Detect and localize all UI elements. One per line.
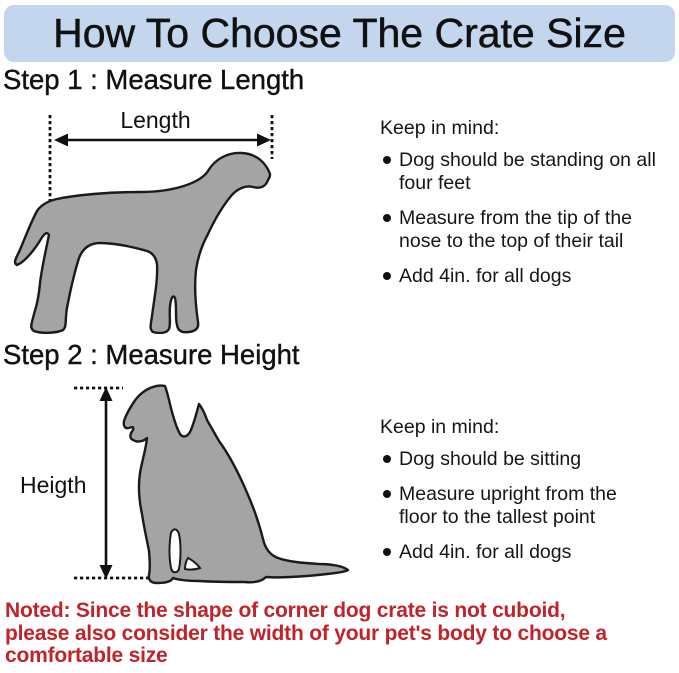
keep-in-mind-title: Keep in mind:	[380, 416, 500, 438]
page-header	[4, 5, 675, 62]
keep-in-mind-list	[380, 448, 659, 564]
sitting-dog-silhouette	[115, 381, 355, 593]
step2-heading: Step 2 : Measure Height	[3, 339, 300, 370]
list-item: Add 4in. for all dogs	[380, 265, 659, 288]
list-item: Dog should be sitting	[380, 448, 659, 471]
standing-dog-silhouette	[12, 146, 282, 334]
bottom-note	[5, 600, 675, 668]
length-measure-label: Length	[120, 107, 191, 133]
step1-heading: Step 1 : Measure Length	[3, 64, 305, 95]
height-measure-label: Heigth	[20, 472, 87, 498]
list-item: Add 4in. for all dogs	[380, 541, 659, 564]
note-line: Noted: Since the shape of corner dog crate is not cuboid,	[5, 599, 566, 622]
list-item: Dog should be standing on all four feet	[380, 149, 659, 195]
keep-in-mind-title: Keep in mind:	[380, 117, 500, 139]
list-item: Measure from the tip of the nose to the top of their tail	[380, 207, 659, 253]
page-title: How To Choose The Crate Size	[53, 10, 626, 56]
note-line: comfortable size	[5, 644, 168, 667]
list-item: Measure upright from the floor to the tallest point	[380, 483, 659, 529]
step2-keep-in-mind	[380, 416, 659, 576]
step1-keep-in-mind	[380, 117, 659, 300]
note-line: please also consider the width of your pet's body to choose a	[5, 621, 607, 645]
keep-in-mind-list	[380, 149, 659, 288]
